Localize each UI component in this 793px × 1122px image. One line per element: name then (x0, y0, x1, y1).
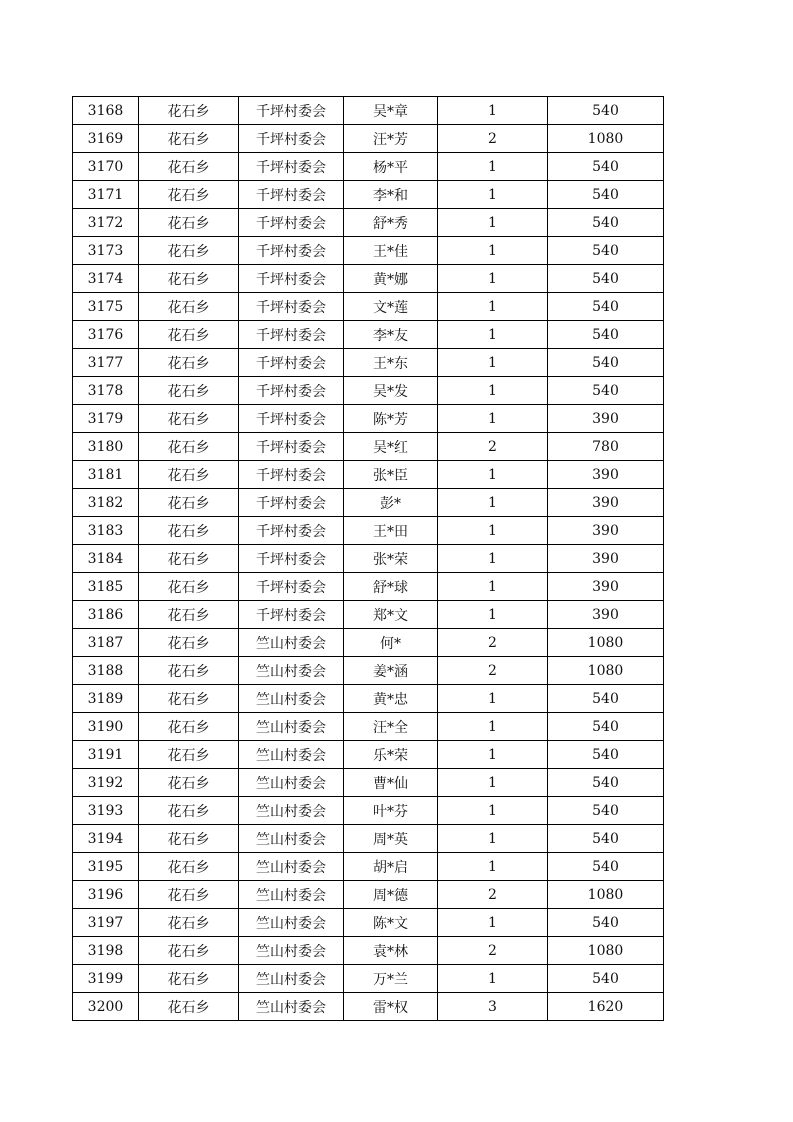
township-cell: 花石乡 (139, 573, 239, 601)
count-cell: 1 (438, 517, 548, 545)
amount-cell: 540 (548, 713, 664, 741)
village-committee-cell: 竺山村委会 (239, 769, 344, 797)
name-cell: 陈*芳 (344, 405, 438, 433)
table-row (73, 909, 664, 937)
table-row (73, 881, 664, 909)
name-cell: 吴*发 (344, 377, 438, 405)
row-number-cell: 3197 (73, 909, 139, 937)
count-cell: 1 (438, 97, 548, 125)
amount-cell: 540 (548, 965, 664, 993)
count-cell: 1 (438, 769, 548, 797)
township-cell: 花石乡 (139, 965, 239, 993)
village-committee-cell: 千坪村委会 (239, 573, 344, 601)
table-row (73, 349, 664, 377)
township-cell: 花石乡 (139, 181, 239, 209)
amount-cell: 540 (548, 237, 664, 265)
name-cell: 舒*秀 (344, 209, 438, 237)
amount-cell: 1080 (548, 657, 664, 685)
name-cell: 舒*球 (344, 573, 438, 601)
village-committee-cell: 千坪村委会 (239, 489, 344, 517)
table-row (73, 825, 664, 853)
row-number-cell: 3173 (73, 237, 139, 265)
count-cell: 2 (438, 629, 548, 657)
count-cell: 1 (438, 545, 548, 573)
amount-cell: 540 (548, 825, 664, 853)
name-cell: 王*东 (344, 349, 438, 377)
row-number-cell: 3168 (73, 97, 139, 125)
name-cell: 王*佳 (344, 237, 438, 265)
village-committee-cell: 千坪村委会 (239, 321, 344, 349)
table-row (73, 573, 664, 601)
table-row (73, 97, 664, 125)
village-committee-cell: 千坪村委会 (239, 545, 344, 573)
township-cell: 花石乡 (139, 657, 239, 685)
village-committee-cell: 竺山村委会 (239, 965, 344, 993)
row-number-cell: 3174 (73, 265, 139, 293)
table-row (73, 153, 664, 181)
village-committee-cell: 竺山村委会 (239, 685, 344, 713)
township-cell: 花石乡 (139, 629, 239, 657)
township-cell: 花石乡 (139, 461, 239, 489)
amount-cell: 540 (548, 181, 664, 209)
township-cell: 花石乡 (139, 489, 239, 517)
row-number-cell: 3176 (73, 321, 139, 349)
table-row (73, 265, 664, 293)
name-cell: 叶*芬 (344, 797, 438, 825)
village-committee-cell: 竺山村委会 (239, 881, 344, 909)
count-cell: 1 (438, 293, 548, 321)
township-cell: 花石乡 (139, 909, 239, 937)
amount-cell: 1080 (548, 125, 664, 153)
count-cell: 1 (438, 209, 548, 237)
count-cell: 1 (438, 237, 548, 265)
row-number-cell: 3192 (73, 769, 139, 797)
table-row (73, 657, 664, 685)
row-number-cell: 3188 (73, 657, 139, 685)
count-cell: 1 (438, 349, 548, 377)
village-committee-cell: 千坪村委会 (239, 153, 344, 181)
village-committee-cell: 千坪村委会 (239, 181, 344, 209)
village-committee-cell: 竺山村委会 (239, 657, 344, 685)
amount-cell: 390 (548, 517, 664, 545)
table-row (73, 741, 664, 769)
row-number-cell: 3193 (73, 797, 139, 825)
table-row (73, 237, 664, 265)
table-row (73, 489, 664, 517)
amount-cell: 390 (548, 405, 664, 433)
name-cell: 万*兰 (344, 965, 438, 993)
count-cell: 1 (438, 797, 548, 825)
amount-cell: 540 (548, 265, 664, 293)
village-committee-cell: 千坪村委会 (239, 97, 344, 125)
village-committee-cell: 千坪村委会 (239, 433, 344, 461)
count-cell: 1 (438, 461, 548, 489)
table-row (73, 517, 664, 545)
name-cell: 李*友 (344, 321, 438, 349)
name-cell: 胡*启 (344, 853, 438, 881)
amount-cell: 540 (548, 321, 664, 349)
table-row (73, 601, 664, 629)
table-row (73, 293, 664, 321)
village-committee-cell: 千坪村委会 (239, 349, 344, 377)
row-number-cell: 3196 (73, 881, 139, 909)
amount-cell: 540 (548, 209, 664, 237)
amount-cell: 390 (548, 545, 664, 573)
township-cell: 花石乡 (139, 293, 239, 321)
amount-cell: 540 (548, 797, 664, 825)
name-cell: 彭* (344, 489, 438, 517)
count-cell: 1 (438, 405, 548, 433)
name-cell: 袁*林 (344, 937, 438, 965)
township-cell: 花石乡 (139, 237, 239, 265)
township-cell: 花石乡 (139, 741, 239, 769)
name-cell: 黄*忠 (344, 685, 438, 713)
row-number-cell: 3183 (73, 517, 139, 545)
village-committee-cell: 竺山村委会 (239, 909, 344, 937)
row-number-cell: 3195 (73, 853, 139, 881)
count-cell: 1 (438, 321, 548, 349)
row-number-cell: 3184 (73, 545, 139, 573)
amount-cell: 390 (548, 461, 664, 489)
village-committee-cell: 千坪村委会 (239, 461, 344, 489)
count-cell: 1 (438, 685, 548, 713)
village-committee-cell: 竺山村委会 (239, 937, 344, 965)
row-number-cell: 3191 (73, 741, 139, 769)
township-cell: 花石乡 (139, 545, 239, 573)
row-number-cell: 3200 (73, 993, 139, 1021)
village-committee-cell: 千坪村委会 (239, 293, 344, 321)
count-cell: 1 (438, 153, 548, 181)
village-committee-cell: 竺山村委会 (239, 713, 344, 741)
row-number-cell: 3175 (73, 293, 139, 321)
count-cell: 1 (438, 909, 548, 937)
township-cell: 花石乡 (139, 825, 239, 853)
count-cell: 1 (438, 265, 548, 293)
row-number-cell: 3178 (73, 377, 139, 405)
row-number-cell: 3181 (73, 461, 139, 489)
amount-cell: 540 (548, 909, 664, 937)
township-cell: 花石乡 (139, 881, 239, 909)
name-cell: 雷*权 (344, 993, 438, 1021)
village-committee-cell: 竺山村委会 (239, 853, 344, 881)
amount-cell: 540 (548, 741, 664, 769)
township-cell: 花石乡 (139, 769, 239, 797)
name-cell: 黄*娜 (344, 265, 438, 293)
row-number-cell: 3182 (73, 489, 139, 517)
township-cell: 花石乡 (139, 153, 239, 181)
township-cell: 花石乡 (139, 377, 239, 405)
table-row (73, 209, 664, 237)
amount-cell: 390 (548, 489, 664, 517)
amount-cell: 540 (548, 153, 664, 181)
row-number-cell: 3170 (73, 153, 139, 181)
table-row (73, 321, 664, 349)
township-cell: 花石乡 (139, 601, 239, 629)
township-cell: 花石乡 (139, 993, 239, 1021)
township-cell: 花石乡 (139, 517, 239, 545)
count-cell: 2 (438, 881, 548, 909)
table-row (73, 181, 664, 209)
count-cell: 2 (438, 657, 548, 685)
row-number-cell: 3199 (73, 965, 139, 993)
count-cell: 1 (438, 965, 548, 993)
township-cell: 花石乡 (139, 713, 239, 741)
data-table (72, 96, 664, 1021)
count-cell: 1 (438, 181, 548, 209)
table-row (73, 629, 664, 657)
name-cell: 乐*荣 (344, 741, 438, 769)
amount-cell: 1620 (548, 993, 664, 1021)
row-number-cell: 3187 (73, 629, 139, 657)
township-cell: 花石乡 (139, 125, 239, 153)
amount-cell: 780 (548, 433, 664, 461)
name-cell: 张*臣 (344, 461, 438, 489)
name-cell: 杨*平 (344, 153, 438, 181)
amount-cell: 540 (548, 293, 664, 321)
village-committee-cell: 千坪村委会 (239, 125, 344, 153)
township-cell: 花石乡 (139, 321, 239, 349)
table-body (73, 97, 664, 1021)
table-row (73, 853, 664, 881)
amount-cell: 390 (548, 573, 664, 601)
township-cell: 花石乡 (139, 433, 239, 461)
township-cell: 花石乡 (139, 209, 239, 237)
row-number-cell: 3185 (73, 573, 139, 601)
row-number-cell: 3198 (73, 937, 139, 965)
township-cell: 花石乡 (139, 685, 239, 713)
name-cell: 汪*全 (344, 713, 438, 741)
row-number-cell: 3189 (73, 685, 139, 713)
count-cell: 2 (438, 937, 548, 965)
amount-cell: 540 (548, 349, 664, 377)
amount-cell: 390 (548, 601, 664, 629)
name-cell: 李*和 (344, 181, 438, 209)
row-number-cell: 3180 (73, 433, 139, 461)
village-committee-cell: 竺山村委会 (239, 629, 344, 657)
name-cell: 张*荣 (344, 545, 438, 573)
amount-cell: 540 (548, 685, 664, 713)
amount-cell: 540 (548, 853, 664, 881)
row-number-cell: 3177 (73, 349, 139, 377)
name-cell: 吴*章 (344, 97, 438, 125)
count-cell: 2 (438, 433, 548, 461)
village-committee-cell: 千坪村委会 (239, 517, 344, 545)
row-number-cell: 3194 (73, 825, 139, 853)
table-row (73, 377, 664, 405)
count-cell: 1 (438, 825, 548, 853)
amount-cell: 1080 (548, 881, 664, 909)
count-cell: 1 (438, 489, 548, 517)
table-row (73, 937, 664, 965)
township-cell: 花石乡 (139, 853, 239, 881)
village-committee-cell: 竺山村委会 (239, 993, 344, 1021)
village-committee-cell: 竺山村委会 (239, 741, 344, 769)
count-cell: 1 (438, 377, 548, 405)
name-cell: 周*德 (344, 881, 438, 909)
name-cell: 何* (344, 629, 438, 657)
name-cell: 陈*文 (344, 909, 438, 937)
count-cell: 1 (438, 741, 548, 769)
table-row (73, 461, 664, 489)
table-row (73, 433, 664, 461)
table-row (73, 545, 664, 573)
amount-cell: 540 (548, 97, 664, 125)
table-row (73, 797, 664, 825)
table-row (73, 965, 664, 993)
amount-cell: 1080 (548, 937, 664, 965)
amount-cell: 1080 (548, 629, 664, 657)
row-number-cell: 3172 (73, 209, 139, 237)
village-committee-cell: 千坪村委会 (239, 377, 344, 405)
table-row (73, 125, 664, 153)
township-cell: 花石乡 (139, 265, 239, 293)
name-cell: 文*莲 (344, 293, 438, 321)
village-committee-cell: 千坪村委会 (239, 237, 344, 265)
name-cell: 汪*芳 (344, 125, 438, 153)
row-number-cell: 3190 (73, 713, 139, 741)
count-cell: 3 (438, 993, 548, 1021)
table-row (73, 405, 664, 433)
township-cell: 花石乡 (139, 937, 239, 965)
township-cell: 花石乡 (139, 405, 239, 433)
village-committee-cell: 千坪村委会 (239, 405, 344, 433)
name-cell: 曹*仙 (344, 769, 438, 797)
name-cell: 郑*文 (344, 601, 438, 629)
village-committee-cell: 竺山村委会 (239, 825, 344, 853)
name-cell: 姜*涵 (344, 657, 438, 685)
table-row (73, 993, 664, 1021)
table-row (73, 713, 664, 741)
count-cell: 1 (438, 573, 548, 601)
table-row (73, 769, 664, 797)
name-cell: 周*英 (344, 825, 438, 853)
village-committee-cell: 竺山村委会 (239, 797, 344, 825)
count-cell: 2 (438, 125, 548, 153)
amount-cell: 540 (548, 769, 664, 797)
row-number-cell: 3186 (73, 601, 139, 629)
row-number-cell: 3169 (73, 125, 139, 153)
count-cell: 1 (438, 601, 548, 629)
table-row (73, 685, 664, 713)
name-cell: 吴*红 (344, 433, 438, 461)
village-committee-cell: 千坪村委会 (239, 209, 344, 237)
name-cell: 王*田 (344, 517, 438, 545)
township-cell: 花石乡 (139, 797, 239, 825)
count-cell: 1 (438, 853, 548, 881)
amount-cell: 540 (548, 377, 664, 405)
village-committee-cell: 千坪村委会 (239, 601, 344, 629)
village-committee-cell: 千坪村委会 (239, 265, 344, 293)
row-number-cell: 3171 (73, 181, 139, 209)
row-number-cell: 3179 (73, 405, 139, 433)
township-cell: 花石乡 (139, 97, 239, 125)
township-cell: 花石乡 (139, 349, 239, 377)
count-cell: 1 (438, 713, 548, 741)
